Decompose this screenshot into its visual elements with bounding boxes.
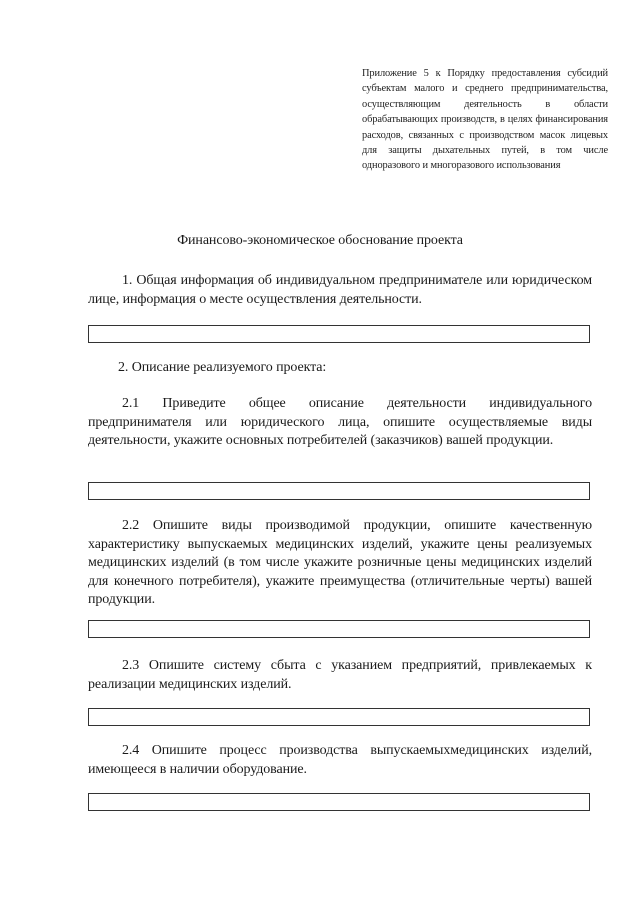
section-1-text: 1. Общая информация об индивидуальном предпринимателе или юридическом лице, информация о месте осуществления деятельности. bbox=[88, 273, 592, 307]
section-2-1-text: 2.1 Приведите общее описание деятельности индивидуального предпринимателя или юридического лица, опишите осуществляемые виды деятельности, укажите основных потребителей (заказчиков) вашей продукции. bbox=[88, 396, 592, 449]
section-2-3-answer-field[interactable] bbox=[88, 708, 590, 726]
appendix-note: Приложение 5 к Порядку предоставления субсидий субъектам малого и среднего предпринимательства, осуществляющим деятельность в области обрабатывающих производств, в целях финансирования расходов, связанных с производством масок лицевых для защиты дыхательных путей, в том числе одноразового и многоразового использования bbox=[362, 68, 608, 172]
section-2-2-text: 2.2 Опишите виды производимой продукции, опишите качественную характеристику выпускаемых медицинских изделий, укажите цены реализуемых медицинских изделий (в том числе укажите розничные цены медицинских изделий для конечного потребителя), укажите преимущества (отличительные черты) вашей продукции. bbox=[88, 518, 592, 608]
section-2-heading: 2. Описание реализуемого проекта: bbox=[118, 360, 327, 375]
section-2-1-answer-field[interactable] bbox=[88, 482, 590, 500]
section-1-answer-field[interactable] bbox=[88, 325, 590, 343]
section-2-3-text: 2.3 Опишите систему сбыта с указанием предприятий, привлекаемых к реализации медицинских изделий. bbox=[88, 658, 592, 692]
section-2-4-text: 2.4 Опишите процесс производства выпускаемыхмедицинских изделий, имеющееся в наличии оборудование. bbox=[88, 743, 592, 777]
section-2-4-answer-field[interactable] bbox=[88, 793, 590, 811]
section-2-2-answer-field[interactable] bbox=[88, 620, 590, 638]
document-title: Финансово-экономическое обоснование проекта bbox=[177, 233, 463, 248]
